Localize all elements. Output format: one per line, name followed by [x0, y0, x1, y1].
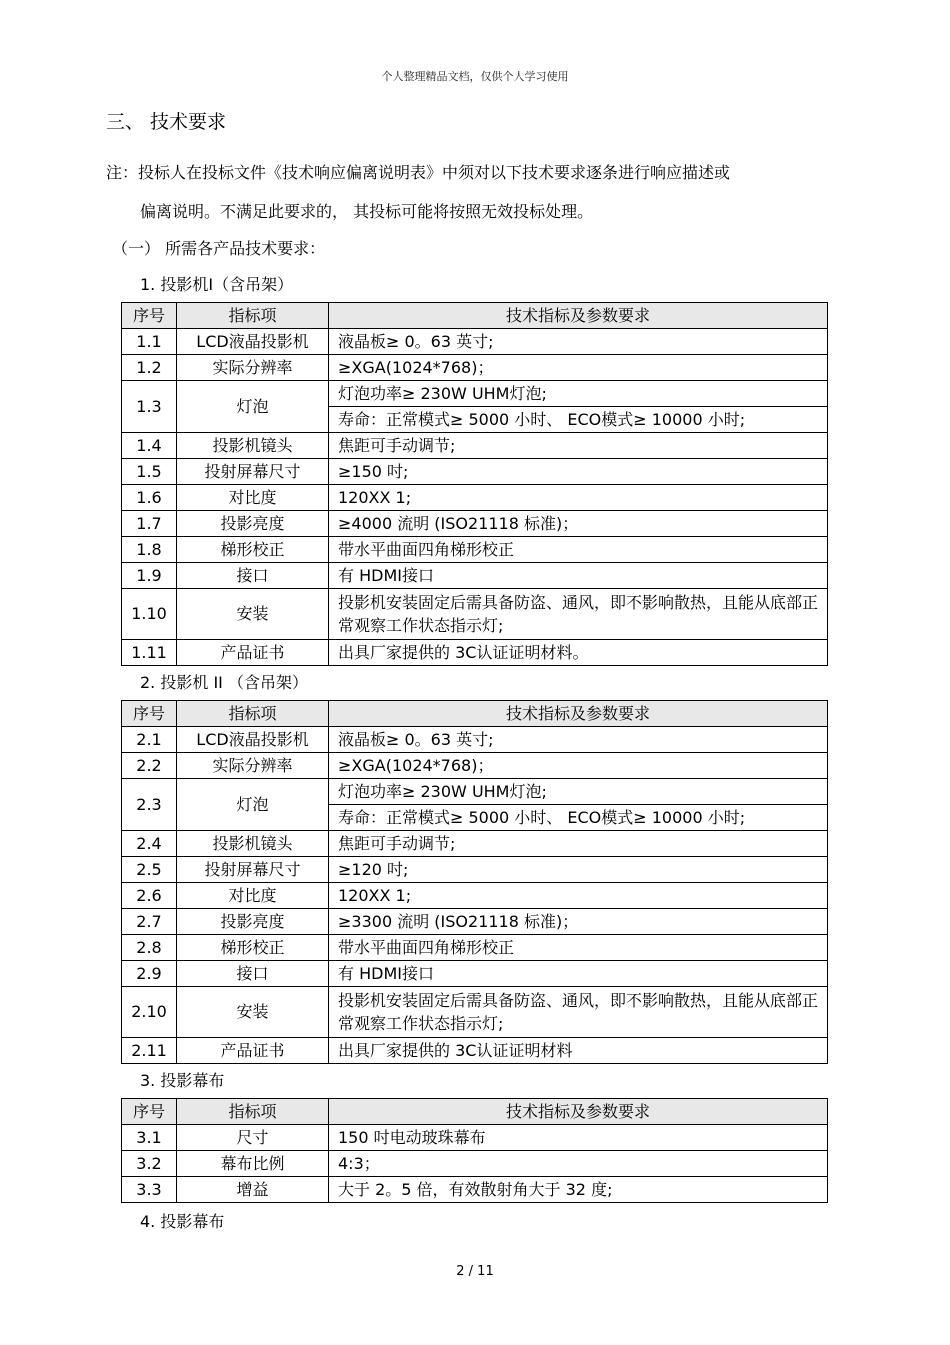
cell-requirement: 带水平曲面四角梯形校正 — [329, 935, 828, 961]
table-row — [122, 563, 828, 589]
cell-requirement: 出具厂家提供的 3C认证证明材料。 — [329, 640, 828, 666]
cell-requirement: 寿命：正常模式≥ 5000 小时、 ECO模式≥ 10000 小时; — [329, 805, 828, 831]
cell-requirement: 出具厂家提供的 3C认证证明材料 — [329, 1038, 828, 1064]
cell-item: 投影亮度 — [177, 909, 329, 935]
cell-item: 对比度 — [177, 883, 329, 909]
cell-no: 1.7 — [122, 511, 177, 537]
table-row — [122, 537, 828, 563]
cell-requirement: 4:3； — [329, 1151, 828, 1177]
table-header-row — [122, 1099, 828, 1125]
section-title: 三、 技术要求 — [106, 111, 227, 133]
cell-no: 1.2 — [122, 355, 177, 381]
cell-requirement: 带水平曲面四角梯形校正 — [329, 537, 828, 563]
table-row — [122, 727, 828, 753]
cell-requirement: 寿命：正常模式≥ 5000 小时、 ECO模式≥ 10000 小时; — [329, 407, 828, 433]
cell-item: 尺寸 — [177, 1125, 329, 1151]
cell-item: 安装 — [177, 589, 329, 640]
cell-no: 1.5 — [122, 459, 177, 485]
cell-requirement: ≥3300 流明 (ISO21118 标准)； — [329, 909, 828, 935]
cell-requirement: ≥150 吋; — [329, 459, 828, 485]
cell-item: 实际分辨率 — [177, 355, 329, 381]
table-row — [122, 589, 828, 640]
cell-no: 1.1 — [122, 329, 177, 355]
cell-requirement: 液晶板≥ 0。63 英寸; — [329, 329, 828, 355]
table-title: 2. 投影机 II （含吊架） — [140, 673, 308, 692]
table-row — [122, 640, 828, 666]
table-row — [122, 987, 828, 1038]
cell-no: 1.9 — [122, 563, 177, 589]
cell-no: 3.2 — [122, 1151, 177, 1177]
cell-no: 2.7 — [122, 909, 177, 935]
spec-table — [121, 302, 828, 666]
spec-table — [121, 1098, 828, 1203]
table-row — [122, 909, 828, 935]
cell-requirement: 120XX 1; — [329, 485, 828, 511]
cell-requirement: 大于 2。5 倍，有效散射角大于 32 度; — [329, 1177, 828, 1203]
cell-item: 梯形校正 — [177, 537, 329, 563]
table-row — [122, 883, 828, 909]
cell-requirement: ≥XGA(1024*768)； — [329, 753, 828, 779]
table-row — [122, 1125, 828, 1151]
cell-no: 2.5 — [122, 857, 177, 883]
cell-item: 投射屏幕尺寸 — [177, 459, 329, 485]
sub-heading: （一） 所需各产品技术要求： — [112, 239, 326, 258]
table-row — [122, 511, 828, 537]
cell-no: 2.11 — [122, 1038, 177, 1064]
cell-requirement: 灯泡功率≥ 230W UHM灯泡; — [329, 381, 828, 407]
cell-item: 接口 — [177, 563, 329, 589]
cell-no: 1.3 — [122, 381, 177, 433]
header-requirement: 技术指标及参数要求 — [329, 303, 828, 329]
cell-no: 2.8 — [122, 935, 177, 961]
cell-item: 投影机镜头 — [177, 831, 329, 857]
table-row — [122, 1038, 828, 1064]
header-item: 指标项 — [177, 303, 329, 329]
spec-table — [121, 700, 828, 1064]
cell-requirement: 120XX 1; — [329, 883, 828, 909]
table-row — [122, 831, 828, 857]
cell-no: 1.11 — [122, 640, 177, 666]
cell-no: 2.9 — [122, 961, 177, 987]
header-item: 指标项 — [177, 1099, 329, 1125]
cell-requirement: 有 HDMI接口 — [329, 961, 828, 987]
cell-item: 灯泡 — [177, 381, 329, 433]
cell-item: 安装 — [177, 987, 329, 1038]
table-row — [122, 355, 828, 381]
cell-no: 1.10 — [122, 589, 177, 640]
table-row — [122, 433, 828, 459]
cell-item: 投影亮度 — [177, 511, 329, 537]
cell-item: 产品证书 — [177, 640, 329, 666]
page-header-note: 个人整理精品文档，仅供个人学习使用 — [381, 70, 569, 83]
table-row — [122, 857, 828, 883]
cell-no: 1.8 — [122, 537, 177, 563]
cell-requirement: ≥4000 流明 (ISO21118 标准)； — [329, 511, 828, 537]
cell-item: 实际分辨率 — [177, 753, 329, 779]
cell-requirement: 有 HDMI接口 — [329, 563, 828, 589]
header-no: 序号 — [122, 701, 177, 727]
table-row — [122, 779, 828, 805]
cell-requirement: 灯泡功率≥ 230W UHM灯泡; — [329, 779, 828, 805]
header-requirement: 技术指标及参数要求 — [329, 701, 828, 727]
table-row — [122, 961, 828, 987]
cell-no: 2.1 — [122, 727, 177, 753]
cell-item: 增益 — [177, 1177, 329, 1203]
table-row — [122, 1177, 828, 1203]
header-no: 序号 — [122, 303, 177, 329]
note-line-1: 注：投标人在投标文件《技术响应偏离说明表》中须对以下技术要求逐条进行响应描述或 — [106, 163, 731, 182]
table-row — [122, 935, 828, 961]
table-header-row — [122, 701, 828, 727]
cell-no: 2.3 — [122, 779, 177, 831]
table-row — [122, 329, 828, 355]
cell-item: 梯形校正 — [177, 935, 329, 961]
cell-item: 灯泡 — [177, 779, 329, 831]
table-header-row — [122, 303, 828, 329]
cell-item: 产品证书 — [177, 1038, 329, 1064]
cell-no: 2.2 — [122, 753, 177, 779]
cell-item: LCD液晶投影机 — [177, 727, 329, 753]
cell-item: 对比度 — [177, 485, 329, 511]
cell-item: 幕布比例 — [177, 1151, 329, 1177]
table-title: 1. 投影机Ⅰ（含吊架） — [140, 275, 294, 294]
header-requirement: 技术指标及参数要求 — [329, 1099, 828, 1125]
header-item: 指标项 — [177, 701, 329, 727]
trailing-heading: 4. 投影幕布 — [140, 1212, 225, 1231]
cell-item: 接口 — [177, 961, 329, 987]
cell-requirement: ≥XGA(1024*768)； — [329, 355, 828, 381]
cell-no: 2.10 — [122, 987, 177, 1038]
table-row — [122, 1151, 828, 1177]
cell-item: 投射屏幕尺寸 — [177, 857, 329, 883]
cell-item: 投影机镜头 — [177, 433, 329, 459]
cell-requirement: 150 吋电动玻珠幕布 — [329, 1125, 828, 1151]
cell-no: 3.3 — [122, 1177, 177, 1203]
cell-item: LCD液晶投影机 — [177, 329, 329, 355]
note-line-2: 偏离说明。不满足此要求的， 其投标可能将按照无效投标处理。 — [140, 202, 594, 221]
table-title: 3. 投影幕布 — [140, 1071, 225, 1090]
table-row — [122, 459, 828, 485]
cell-requirement: 液晶板≥ 0。63 英寸; — [329, 727, 828, 753]
cell-requirement: 投影机安装固定后需具备防盗、通风，即不影响散热，且能从底部正常观察工作状态指示灯; — [329, 987, 828, 1038]
cell-no: 1.4 — [122, 433, 177, 459]
cell-requirement: 投影机安装固定后需具备防盗、通风，即不影响散热，且能从底部正常观察工作状态指示灯; — [329, 589, 828, 640]
page-number: 2 / 11 — [456, 1264, 494, 1279]
table-row — [122, 381, 828, 407]
cell-no: 3.1 — [122, 1125, 177, 1151]
cell-no: 2.4 — [122, 831, 177, 857]
header-no: 序号 — [122, 1099, 177, 1125]
cell-no: 1.6 — [122, 485, 177, 511]
cell-requirement: 焦距可手动调节; — [329, 831, 828, 857]
cell-requirement: ≥120 吋; — [329, 857, 828, 883]
table-row — [122, 753, 828, 779]
cell-no: 2.6 — [122, 883, 177, 909]
cell-requirement: 焦距可手动调节; — [329, 433, 828, 459]
table-row — [122, 485, 828, 511]
